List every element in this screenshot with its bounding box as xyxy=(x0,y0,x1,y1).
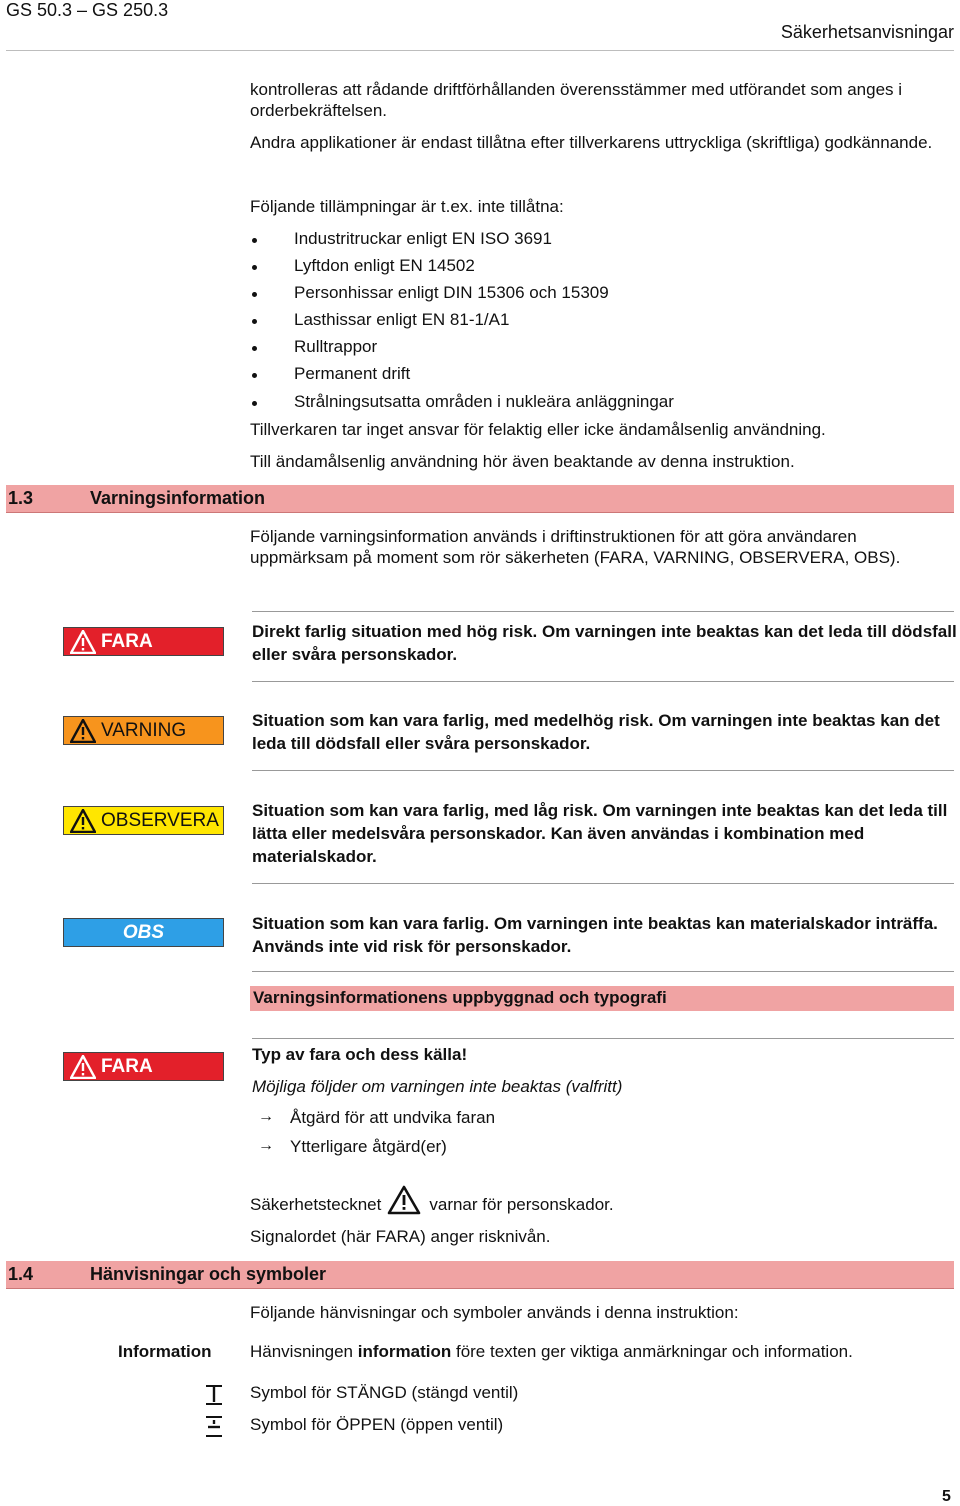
intro-paragraph-1: kontrolleras att rådande driftförhållanden överensstämmer med utförandet som anges i orderbekräftelsen. xyxy=(250,80,903,120)
open-symbol-text: Symbol för ÖPPEN (öppen ventil) xyxy=(250,1415,504,1434)
bullet-dot-icon xyxy=(252,292,257,297)
fara-label: FARA xyxy=(101,630,153,652)
fara-sign xyxy=(63,627,224,656)
divider xyxy=(252,770,954,771)
structure-heading xyxy=(250,986,954,1011)
divider xyxy=(252,883,954,884)
varning-sign xyxy=(63,716,224,745)
varning-label: VARNING xyxy=(101,719,187,741)
observera-sign xyxy=(63,806,224,835)
section-number: 1.3 xyxy=(8,488,34,508)
warning-triangle-icon xyxy=(70,630,96,654)
warning-triangle-icon xyxy=(70,809,96,833)
intro-paragraph-5: Till ändamålsenlig användning hör även beaktande av denna instruktion. xyxy=(250,452,795,471)
observera-label: OBSERVERA xyxy=(101,809,219,831)
hazard-type: Typ av fara och dess källa! xyxy=(252,1045,468,1064)
information-note xyxy=(250,1342,853,1362)
varning-description: Situation som kan vara farlig, med medelhög risk. Om varningen inte beaktas kan det leda till dödsfall eller svåra personskador. xyxy=(252,711,940,753)
info-text-bold: information xyxy=(357,1342,452,1361)
bullet-text: Lasthissar enligt EN 81-1/A1 xyxy=(294,310,510,329)
symbols-intro: Följande hänvisningar och symboler används i denna instruktion: xyxy=(250,1303,739,1322)
divider xyxy=(252,971,954,972)
section-title: Varningsinformation xyxy=(90,488,266,508)
arrow-right-icon: → xyxy=(258,1108,274,1125)
section-heading-1-4 xyxy=(6,1261,954,1289)
bullet-dot-icon xyxy=(252,319,257,324)
bullet-text: Personhissar enligt DIN 15306 och 15309 xyxy=(294,283,609,302)
section-title: Hänvisningar och symboler xyxy=(90,1264,327,1284)
section-heading-1-3 xyxy=(6,485,954,513)
info-text-pre: Hänvisningen xyxy=(250,1342,358,1361)
warning-triangle-icon xyxy=(70,719,96,743)
closed-symbol-text: Symbol för STÄNGD (stängd ventil) xyxy=(250,1383,519,1402)
valve-open-icon xyxy=(203,1415,225,1439)
chapter-title: Säkerhetsanvisningar xyxy=(780,22,954,42)
obs-label: OBS xyxy=(122,921,165,943)
safety-sign-post: varnar för personskador. xyxy=(429,1195,614,1214)
bullet-dot-icon xyxy=(252,238,257,243)
action-text: Ytterligare åtgärd(er) xyxy=(290,1137,447,1156)
observera-description: Situation som kan vara farlig, med låg risk. Om varningen inte beaktas kan det leda till lätta eller medelsvåra personskador. Kan även användas i kombination med materialskador. xyxy=(252,801,948,866)
valve-closed-icon xyxy=(203,1384,225,1406)
bullet-dot-icon xyxy=(252,401,257,406)
fara-example-label: FARA xyxy=(101,1055,153,1077)
arrow-right-icon: → xyxy=(258,1137,274,1154)
safety-sign-pre: Säkerhetstecknet xyxy=(250,1195,382,1214)
bullet-text: Lyftdon enligt EN 14502 xyxy=(294,256,475,275)
warning-triangle-icon xyxy=(387,1185,421,1215)
signal-word-note: Signalordet (här FARA) anger risknivån. xyxy=(250,1227,551,1246)
fara-example-sign xyxy=(63,1052,224,1081)
intro-paragraph-4: Tillverkaren tar inget ansvar för felaktig eller icke ändamålsenlig användning. xyxy=(250,420,826,439)
bullet-dot-icon xyxy=(252,346,257,351)
safety-sign-line xyxy=(250,1185,614,1215)
bullet-text: Permanent drift xyxy=(294,364,411,383)
hazard-consequence: Möjliga följder om varningen inte beaktas (valfritt) xyxy=(252,1077,623,1096)
bullet-text: Rulltrappor xyxy=(294,337,378,356)
warning-triangle-icon xyxy=(70,1055,96,1079)
info-text-post: före texten ger viktiga anmärkningar och information. xyxy=(451,1342,853,1361)
fara-description: Direkt farlig situation med hög risk. Om varningen inte beaktas kan det leda till dödsfall eller svåra personskador. xyxy=(252,622,957,664)
product-title: GS 50.3 – GS 250.3 xyxy=(6,0,169,20)
bullet-text: Industritruckar enligt EN ISO 3691 xyxy=(294,229,552,248)
divider xyxy=(252,681,954,682)
section-number: 1.4 xyxy=(8,1264,34,1284)
intro-paragraph-3: Följande tillämpningar är t.ex. inte tillåtna: xyxy=(250,197,564,216)
intro-paragraph-2: Andra applikationer är endast tillåtna efter tillverkarens uttryckliga (skriftliga) godkännande. xyxy=(250,133,933,152)
structure-heading-text: Varningsinformationens uppbyggnad och typografi xyxy=(253,988,667,1007)
obs-sign xyxy=(63,918,224,947)
action-text: Åtgärd för att undvika faran xyxy=(290,1108,496,1127)
divider xyxy=(252,611,954,612)
bullet-dot-icon xyxy=(252,265,257,270)
page-number: 5 xyxy=(942,1488,951,1505)
obs-description: Situation som kan vara farlig. Om varningen inte beaktas kan materialskador inträffa. Används inte vid risk för personskador. xyxy=(252,914,938,956)
page-header xyxy=(6,0,954,51)
information-label: Information xyxy=(118,1342,212,1361)
divider xyxy=(252,1038,954,1039)
bullet-text: Strålningsutsatta områden i nukleära anläggningar xyxy=(294,392,674,411)
bullet-dot-icon xyxy=(252,373,257,378)
warning-intro: Följande varningsinformation används i driftinstruktionen för att göra användaren uppmärksam på moment som rör säkerheten (FARA, VARNING, OBSERVERA, OBS). xyxy=(250,527,901,567)
